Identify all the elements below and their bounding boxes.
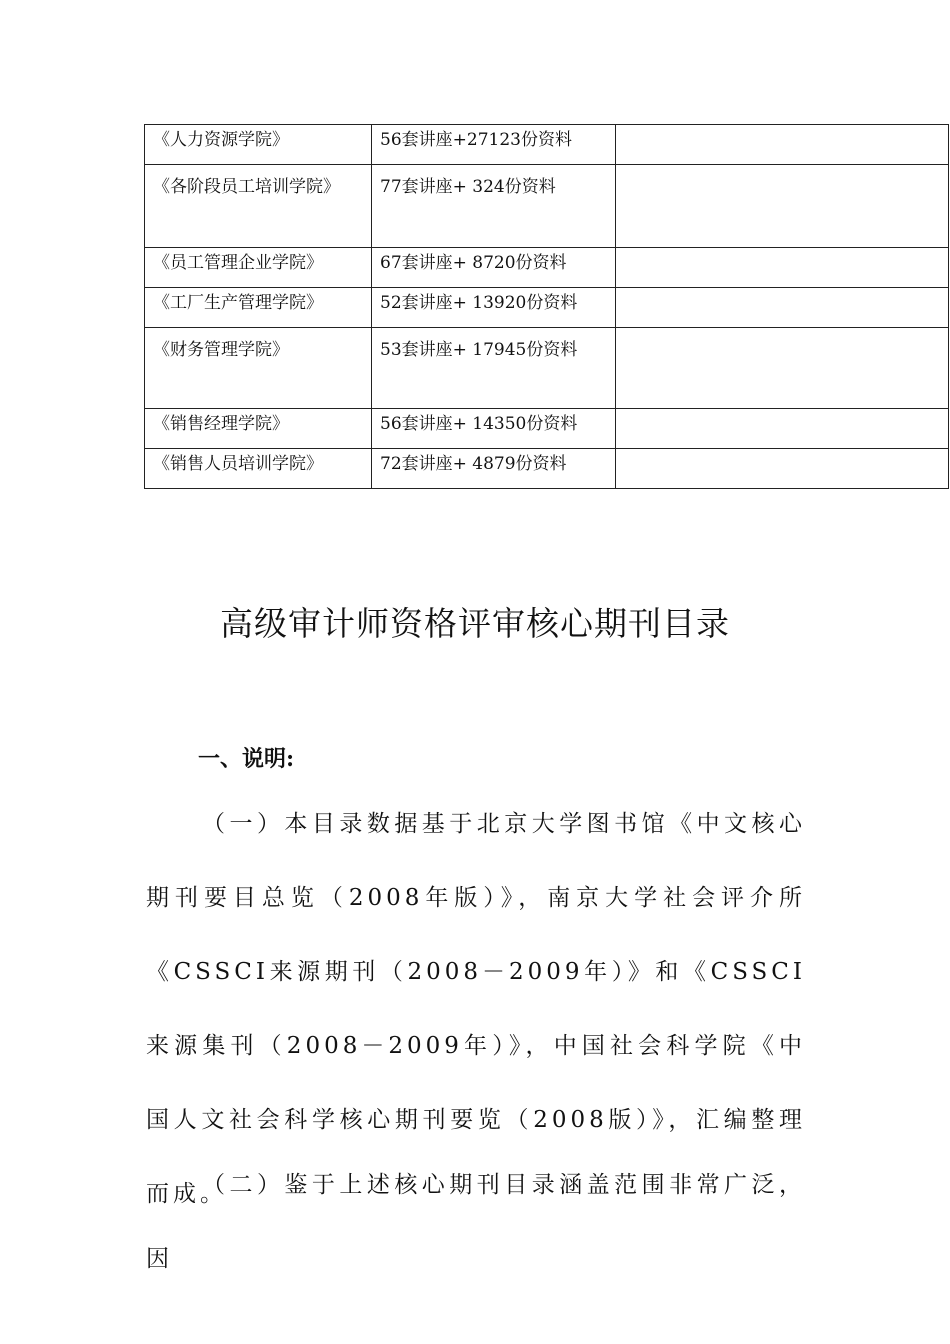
paragraph: （二）鉴于上述核心期刊目录涵盖范围非常广泛，因 [146,1172,806,1272]
college-content-cell: 52套讲座+ 13920份资料 [372,288,616,328]
college-content-cell: 56套讲座+27123份资料 [372,125,616,165]
course-catalog-table [144,124,949,489]
empty-cell [616,409,949,449]
empty-cell [616,328,949,409]
college-content-cell: 67套讲座+ 8720份资料 [372,248,616,288]
college-name-cell: 《销售经理学院》 [145,409,372,449]
college-name-cell: 《员工管理企业学院》 [145,248,372,288]
college-name-cell: 《销售人员培训学院》 [145,449,372,489]
college-content-cell: 72套讲座+ 4879份资料 [372,449,616,489]
college-content-cell: 77套讲座+ 324份资料 [372,165,616,248]
college-name-cell: 《各阶段员工培训学院》 [145,165,372,248]
table-row [145,248,949,288]
table-row [145,125,949,165]
empty-cell [616,125,949,165]
college-content-cell: 56套讲座+ 14350份资料 [372,409,616,449]
college-name-cell: 《财务管理学院》 [145,328,372,409]
college-name-cell: 《工厂生产管理学院》 [145,288,372,328]
table-row [145,165,949,248]
empty-cell [616,288,949,328]
table-row [145,449,949,489]
empty-cell [616,165,949,248]
empty-cell [616,248,949,288]
empty-cell [616,449,949,489]
table-row [145,409,949,449]
section-heading: 一、说明: [198,746,295,772]
table-row [145,328,949,409]
table-row [145,288,949,328]
paragraph: （一）本目录数据基于北京大学图书馆《中文核心期刊要目总览（2008年版）》，南京大学社会评介所《CSSCI来源期刊（2008－2009年）》和《CSSCI来源集刊（2008－2009年）》，中国社会科学院《中国人文社会科学核心期刊要览（2008版）》，汇编整理而成。 [146,811,806,1207]
college-name-cell: 《人力资源学院》 [145,125,372,165]
document-title: 高级审计师资格评审核心期刊目录 [220,604,730,643]
college-content-cell: 53套讲座+ 17945份资料 [372,328,616,409]
